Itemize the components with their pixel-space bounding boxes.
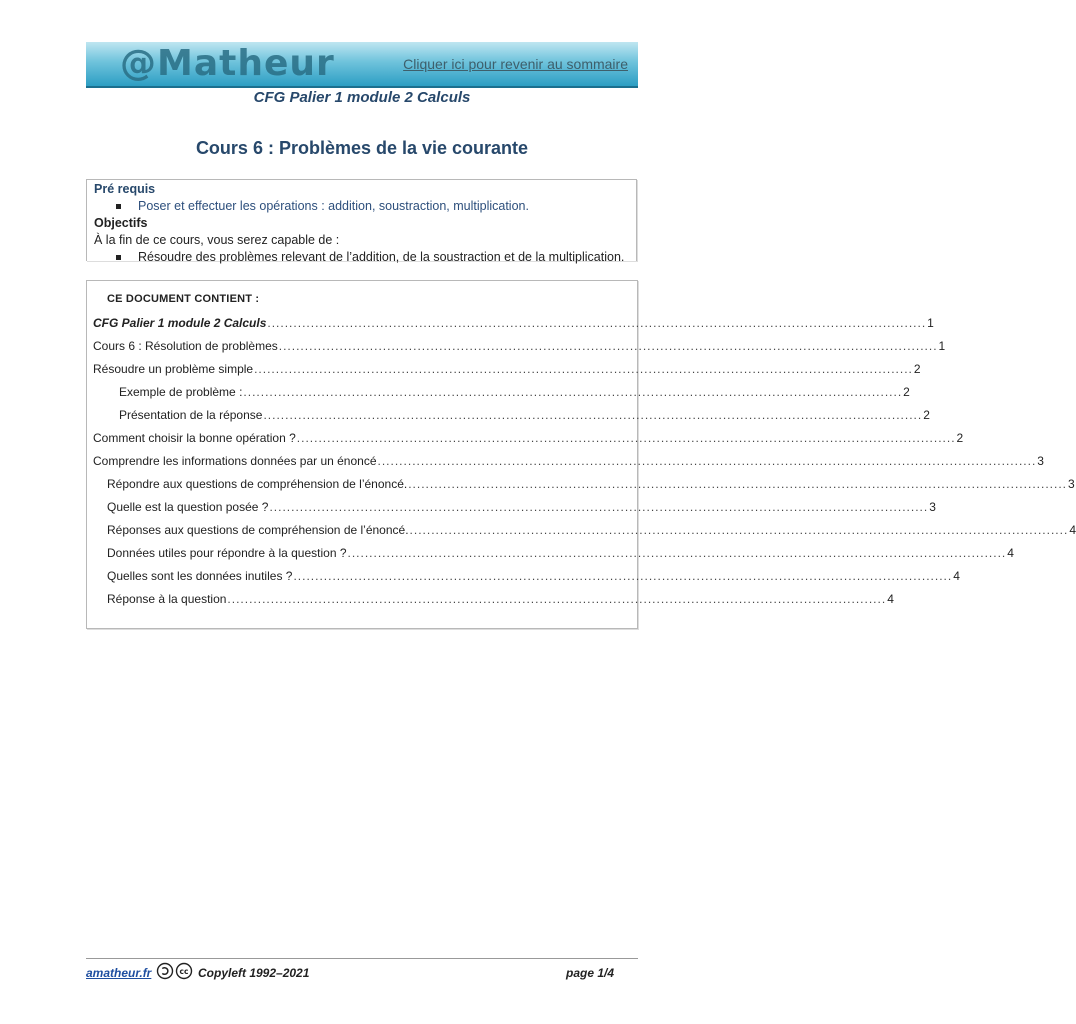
toc-heading: CE DOCUMENT CONTIENT :: [107, 293, 260, 305]
toc-leader: ........................................................................................................................................................: [377, 454, 1037, 468]
back-to-summary-link[interactable]: Cliquer ici pour revenir au sommaire: [403, 56, 628, 72]
objectives-heading: Objectifs: [94, 216, 148, 230]
toc-item-label: Comment choisir la bonne opération ?: [93, 431, 296, 445]
toc-item[interactable]: [93, 315, 934, 331]
objectives-intro: À la fin de ce cours, vous serez capable de :: [94, 233, 340, 247]
prerequisite-text: Poser et effectuer les opérations : addition, soustraction, multiplication.: [138, 199, 529, 213]
toc-item[interactable]: [93, 361, 921, 377]
toc-item-label: Comprendre les informations données par un énoncé: [93, 454, 377, 468]
module-title: CFG Palier 1 module 2 Calculs: [253, 89, 471, 106]
toc-item-label: CFG Palier 1 module 2 Calculs: [93, 316, 267, 330]
toc-item-page: 4: [1069, 523, 1076, 537]
toc-item[interactable]: [107, 545, 1014, 561]
toc-item[interactable]: [107, 499, 936, 515]
toc-item-page: 1: [938, 339, 946, 353]
course-title: Cours 6 : Problèmes de la vie courante: [195, 138, 529, 158]
toc-leader: ........................................................................................................................................................: [243, 385, 903, 399]
toc-item-label: Exemple de problème :: [119, 385, 243, 399]
objective-item: [94, 249, 629, 266]
toc-item-page: 2: [903, 385, 910, 399]
footer-site-link[interactable]: amatheur.fr: [86, 966, 152, 980]
table-of-contents: [86, 280, 1076, 629]
header-banner: [86, 42, 638, 88]
toc-item[interactable]: [119, 384, 910, 400]
toc-item-label: Résoudre un problème simple: [93, 362, 254, 376]
toc-item-page: 3: [1067, 477, 1075, 491]
toc-leader: ........................................................................................................................................................: [296, 431, 956, 445]
toc-leader: ........................................................................................................................................................: [267, 316, 927, 330]
svg-text:cc: cc: [179, 967, 189, 976]
toc-leader: ........................................................................................................................................................: [269, 500, 929, 514]
toc-item-label: Quelle est la question posée ?: [107, 500, 269, 514]
toc-item-label: Réponses aux questions de compréhension de l’énoncé.: [107, 523, 409, 537]
toc-item-page: 2: [923, 408, 930, 422]
toc-item[interactable]: [107, 568, 960, 584]
toc-item[interactable]: [93, 338, 946, 354]
toc-item-page: 4: [887, 592, 894, 606]
prerequisites-box: [86, 179, 637, 264]
toc-leader: ........................................................................................................................................................: [227, 592, 887, 606]
square-bullet-icon: [116, 204, 121, 209]
copyleft-notice: Copyleft 1992–2021: [198, 966, 310, 980]
toc-item-page: 2: [956, 431, 964, 445]
toc-item-label: Quelles sont les données inutiles ?: [107, 569, 293, 583]
toc-item-page: 4: [953, 569, 960, 583]
toc-item-label: Données utiles pour répondre à la question ?: [107, 546, 347, 560]
objective-text: Résoudre des problèmes relevant de l’addition, de la soustraction et de la multiplication.: [138, 250, 625, 264]
toc-item[interactable]: [93, 453, 1044, 469]
toc-item-page: 1: [927, 316, 934, 330]
copyleft-cc-icon: [156, 962, 194, 980]
footer-divider: [86, 958, 638, 959]
toc-item-label: Répondre aux questions de compréhension de l’énoncé.: [107, 477, 408, 491]
toc-item-page: 4: [1007, 546, 1014, 560]
toc-leader: ........................................................................................................................................................: [409, 523, 1069, 537]
toc-item[interactable]: [119, 407, 930, 423]
toc-leader: ........................................................................................................................................................: [254, 362, 913, 376]
toc-leader: ........................................................................................................................................................: [347, 546, 1007, 560]
toc-item-page: 2: [913, 362, 921, 376]
toc-item-page: 3: [929, 500, 936, 514]
prerequisites-heading: Pré requis: [94, 182, 156, 196]
toc-leader: ........................................................................................................................................................: [263, 408, 923, 422]
creative-commons-icons: [156, 962, 194, 985]
site-logo: @Matheur: [120, 43, 335, 84]
page-number: page 1/4: [566, 966, 615, 980]
toc-item-label: Cours 6 : Résolution de problèmes: [93, 339, 278, 353]
toc-item[interactable]: [93, 430, 964, 446]
toc-leader: ........................................................................................................................................................: [408, 477, 1067, 491]
toc-item[interactable]: [107, 591, 894, 607]
toc-item-label: Présentation de la réponse: [119, 408, 263, 422]
toc-item[interactable]: [107, 522, 1076, 538]
toc-leader: ........................................................................................................................................................: [278, 339, 938, 353]
toc-item[interactable]: [107, 476, 1075, 492]
prerequisite-item: [94, 198, 629, 215]
square-bullet-icon: [116, 255, 121, 260]
toc-item-page: 3: [1037, 454, 1044, 468]
toc-leader: ........................................................................................................................................................: [293, 569, 953, 583]
toc-item-label: Réponse à la question: [107, 592, 227, 606]
